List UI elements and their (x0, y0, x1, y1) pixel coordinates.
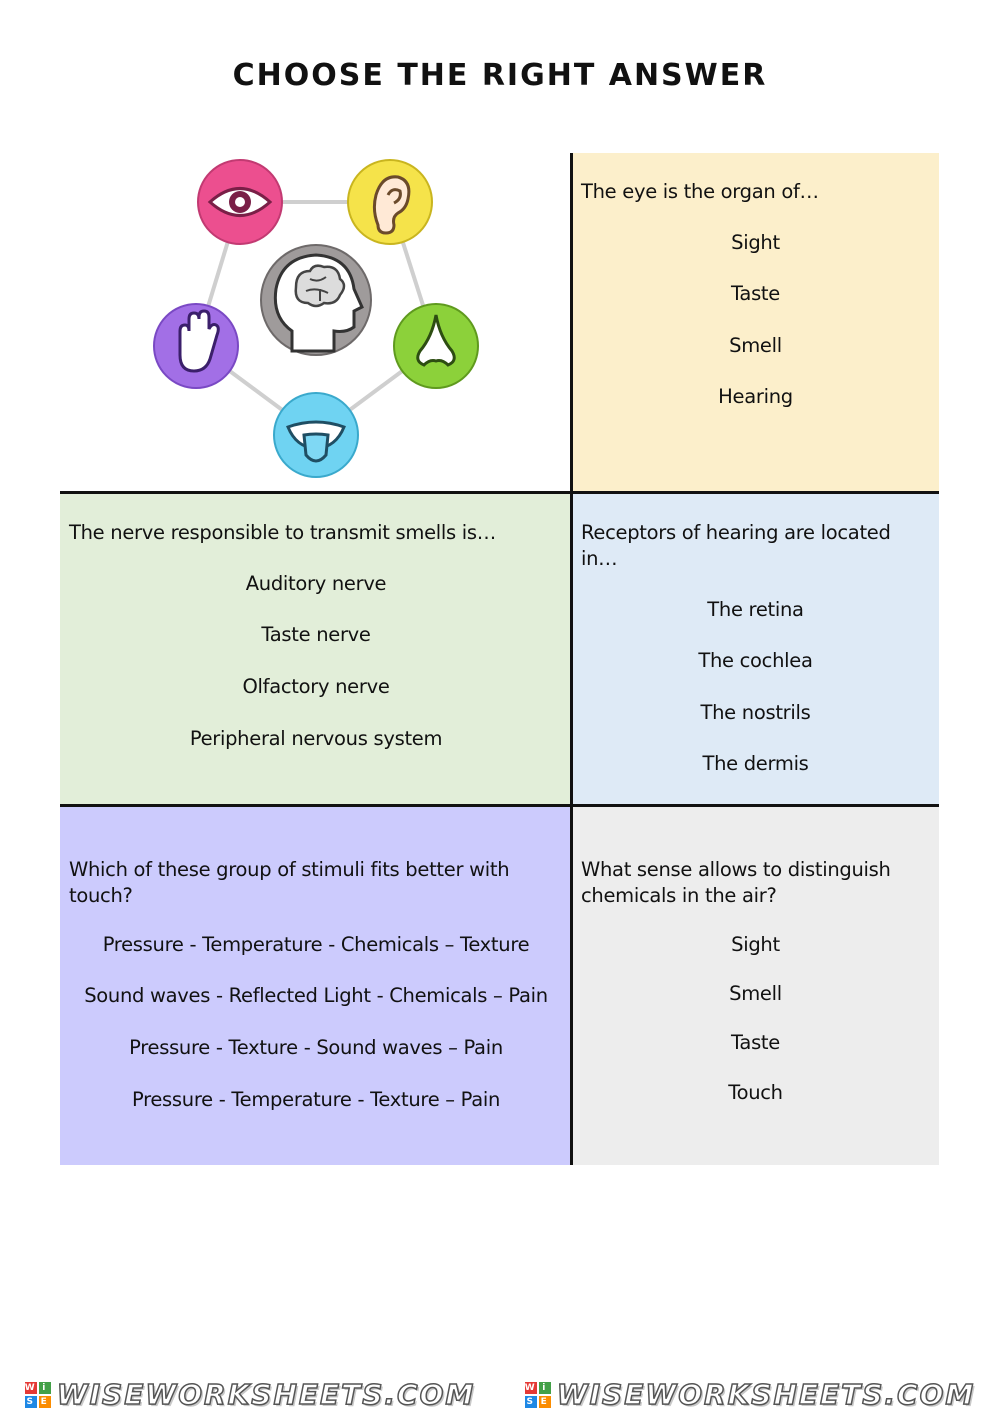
ear-icon (348, 160, 432, 244)
question-card-touch-stimuli (60, 806, 572, 1165)
answer-option[interactable]: The dermis (702, 752, 809, 775)
watermark-brand (525, 1378, 976, 1411)
question-card-eye (572, 153, 939, 493)
grid-divider-horizontal (60, 804, 939, 807)
watermark-text: WISEWORKSHEETS.COM (556, 1378, 976, 1411)
question-card-chemicals-air (572, 806, 939, 1165)
answer-option[interactable]: Smell (729, 334, 782, 357)
question-text: The nerve responsible to transmit smells is… (69, 521, 496, 544)
answer-option[interactable]: Pressure - Temperature - Chemicals – Texture (102, 933, 530, 956)
answer-option[interactable]: Sight (731, 933, 780, 956)
answer-option[interactable]: Touch (728, 1081, 783, 1104)
answer-option[interactable]: Hearing (718, 385, 793, 408)
answer-option[interactable]: Taste (731, 1031, 780, 1054)
answer-option[interactable]: Sight (731, 231, 780, 254)
answer-option[interactable]: The nostrils (700, 701, 811, 724)
answer-option[interactable]: The cochlea (698, 649, 813, 672)
question-text: What sense allows to distinguish chemicals in the air? (581, 858, 891, 907)
answer-option[interactable]: Auditory nerve (245, 572, 387, 595)
answer-option[interactable]: The retina (707, 598, 804, 621)
watermark-logo (25, 1382, 51, 1408)
question-text: Which of these group of stimuli fits better with touch? (69, 858, 510, 907)
answer-option[interactable]: Smell (729, 982, 782, 1005)
answer-option[interactable]: Olfactory nerve (242, 675, 390, 698)
footer-watermark (0, 1376, 1000, 1413)
answer-option[interactable]: Peripheral nervous system (189, 727, 443, 750)
watermark-logo (525, 1382, 551, 1408)
logo-letter: i (39, 1382, 51, 1394)
five-senses-illustration (150, 155, 480, 485)
logo-letter: E (40, 1396, 49, 1407)
answer-option[interactable]: Pressure - Texture - Sound waves – Pain (129, 1036, 503, 1059)
logo-letter: W (24, 1382, 37, 1393)
answer-option[interactable]: Sound waves - Reflected Light - Chemicals – Pain (84, 984, 548, 1007)
hand-icon (154, 304, 238, 388)
watermark-text: WISEWORKSHEETS.COM (56, 1378, 476, 1411)
logo-letter: S (26, 1396, 35, 1407)
grid-divider-horizontal (60, 491, 939, 494)
logo-letter: S (526, 1396, 535, 1407)
nose-icon (394, 304, 478, 388)
question-card-smell-nerve (60, 493, 572, 806)
logo-letter: W (524, 1382, 537, 1393)
watermark-brand (25, 1378, 476, 1411)
brain-head-icon (261, 245, 371, 355)
grid-divider-vertical (570, 153, 573, 1165)
page-title: CHOOSE THE RIGHT ANSWER (232, 58, 768, 93)
answer-option[interactable]: Taste (731, 282, 780, 305)
eye-icon (198, 160, 282, 244)
question-card-hearing-receptors (572, 493, 939, 806)
logo-letter: i (539, 1382, 551, 1394)
tongue-icon (274, 393, 358, 477)
answer-option[interactable]: Pressure - Temperature - Texture – Pain (131, 1088, 501, 1111)
answer-option[interactable]: Taste nerve (261, 623, 371, 646)
logo-letter: E (540, 1396, 549, 1407)
question-text: The eye is the organ of… (581, 180, 819, 203)
question-text: Receptors of hearing are located in… (581, 521, 891, 570)
